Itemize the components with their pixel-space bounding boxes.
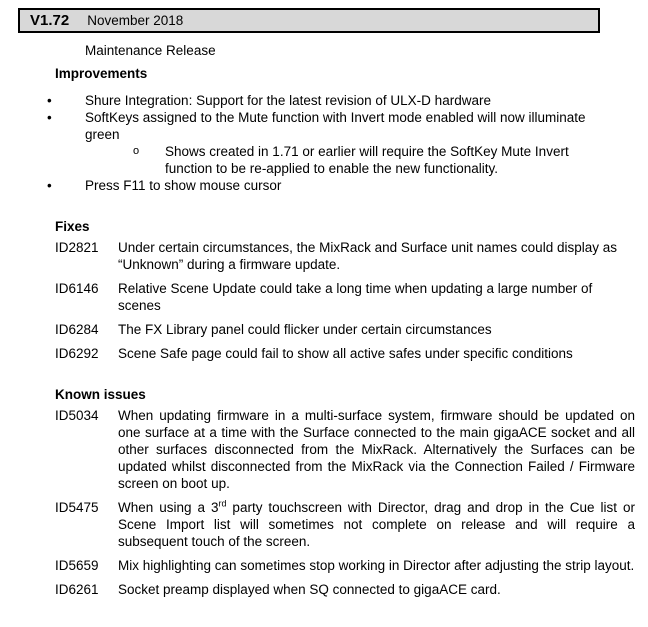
fix-text: The FX Library panel could flicker under certain circumstances — [118, 322, 492, 337]
fix-item — [55, 321, 648, 338]
improvements-heading: Improvements — [55, 66, 148, 81]
bullet-icon: • — [47, 93, 52, 108]
known-issue-item — [55, 581, 648, 598]
fix-text: Relative Scene Update could take a long time when updating a large number of scenes — [118, 281, 593, 313]
issue-text: Socket preamp displayed when SQ connected to gigaACE card. — [118, 582, 501, 597]
list-item — [47, 109, 648, 143]
bullet-icon: • — [47, 110, 52, 125]
list-item — [47, 177, 648, 194]
fixes-list — [0, 239, 648, 362]
known-issues-list — [0, 407, 648, 598]
known-issue-item — [55, 499, 648, 550]
issue-text-prefix: When using a 3 — [118, 500, 219, 515]
fix-id: ID2821 — [55, 240, 99, 255]
fix-id: ID6292 — [55, 346, 99, 361]
list-item-text: Press F11 to show mouse cursor — [85, 178, 282, 193]
release-date: November 2018 — [87, 13, 184, 28]
issue-id: ID5034 — [55, 408, 99, 423]
fix-text: Scene Safe page could fail to show all active safes under specific conditions — [118, 346, 573, 361]
fix-item — [55, 239, 648, 273]
list-item-text: SoftKeys assigned to the Mute function with Invert mode enabled will now illuminate green — [85, 110, 586, 142]
improvements-list — [0, 92, 648, 194]
known-issue-item — [55, 557, 648, 574]
fix-text: Under certain circumstances, the MixRack and Surface unit names could display as “Unknown” during a firmware update. — [118, 240, 617, 272]
list-item-text: Shure Integration: Support for the latest revision of ULX-D hardware — [85, 93, 491, 108]
issue-id: ID5475 — [55, 500, 99, 515]
fix-item — [55, 345, 648, 362]
issue-id: ID6261 — [55, 582, 99, 597]
list-item — [47, 92, 648, 109]
bullet-icon: • — [47, 178, 52, 193]
fix-id: ID6146 — [55, 281, 99, 296]
issue-id: ID5659 — [55, 558, 99, 573]
circle-bullet-icon: o — [133, 145, 140, 157]
fix-id: ID6284 — [55, 322, 99, 337]
issue-text: Mix highlighting can sometimes stop working in Director after adjusting the strip layout. — [118, 558, 635, 573]
sub-list-item — [133, 143, 648, 177]
fixes-heading: Fixes — [55, 219, 90, 234]
issue-text — [118, 499, 635, 550]
sub-list-item-text: Shows created in 1.71 or earlier will require the SoftKey Mute Invert function to be re-applied to enable the new functionality. — [165, 144, 569, 176]
ordinal-superscript: rd — [218, 498, 227, 509]
known-issue-item — [55, 407, 648, 492]
version-label: V1.72 — [30, 12, 70, 29]
release-subtitle: Maintenance Release — [85, 43, 216, 58]
issue-text-suffix: party touchscreen with Director, drag and drop in the Cue list or Scene Import list will sometimes not complete on release and will require a subsequent touch of the screen. — [118, 500, 635, 549]
issue-text: When updating firmware in a multi-surface system, firmware should be updated on one surface at a time with the Surface connected to the main gigaACE socket and all other surfaces disconnected from the MixRack. Alternatively the Surfaces can be updated whilst disconnected from the MixRack via the Connection Failed / Firmware screen on boot up. — [118, 408, 635, 491]
known-issues-heading: Known issues — [55, 387, 146, 402]
fix-item — [55, 280, 648, 314]
version-header-bar — [18, 8, 600, 33]
